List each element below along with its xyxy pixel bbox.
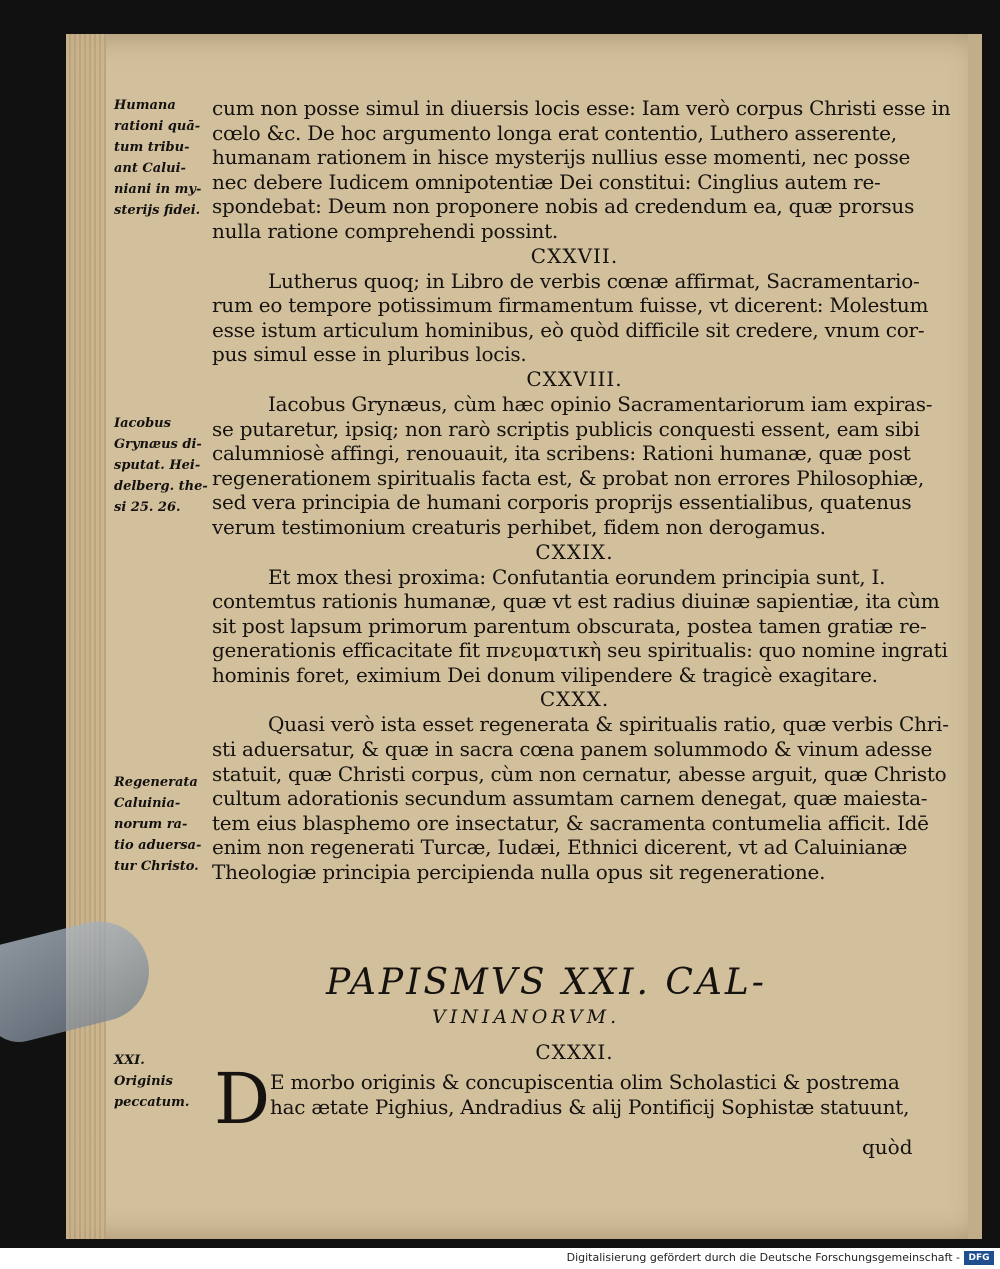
- page-edges-left: [66, 34, 106, 1239]
- margin-note-line: Iacobus: [114, 416, 171, 431]
- text-line: cum non posse simul in diuersis locis esse: Iam verò corpus Christi esse in: [212, 96, 951, 120]
- section-number: CXXXI.: [535, 1040, 614, 1064]
- margin-note-line: Regenerata: [114, 775, 198, 790]
- text-line: spondebat: Deum non proponere nobis ad credendum ea, quæ prorsus: [212, 194, 915, 219]
- margin-note-line: sterijs fidei.: [114, 203, 201, 218]
- footer-credit: Digitalisierung gefördert durch die Deutsche Forschungsgemeinschaft -: [566, 1251, 960, 1264]
- margin-note-line: tio aduersa-: [114, 838, 202, 853]
- text-line: nec debere Iudicem omnipotentiæ Dei constitui: Cinglius autem re-: [212, 169, 881, 194]
- text-line: tem eius blasphemo ore insectatur, & sacramenta contumelia afficit. Idē: [212, 810, 929, 835]
- margin-note-line: tur Christo.: [114, 859, 199, 874]
- section-number: CXXVIII.: [526, 366, 623, 391]
- margin-note-3: [114, 772, 214, 877]
- margin-note-line: Caluinia-: [114, 796, 181, 811]
- section-number: CXXIX.: [535, 539, 614, 564]
- text-line: se putaretur, ipsiq; non rarò scriptis publicis conquesti essent, eam sibi: [212, 416, 920, 441]
- margin-note-line: XXI.: [114, 1053, 145, 1068]
- text-line: Theologiæ principia percipienda nulla opus sit regeneratione.: [212, 860, 826, 885]
- text-line: generationis efficacitate fit πνευματικὴ seu spiritualis: quo nomine ingrati: [212, 638, 948, 663]
- text-line: rum eo tempore potissimum firmamentum fuisse, vt dicerent: Molestum: [212, 293, 929, 318]
- text-line: calumniosè affingi, renouauit, ita scribens: Rationi humanæ, quæ post: [212, 441, 911, 466]
- dropcap-paragraph: [270, 1070, 950, 1119]
- margin-note-line: norum ra-: [114, 817, 188, 832]
- text-line: sit post lapsum primorum parentum obscurata, postea tamen gratiæ re-: [212, 613, 927, 638]
- text-line: sed vera principia de humani corporis proprijs essentialibus, quatenus: [212, 490, 912, 515]
- margin-note-line: sputat. Hei-: [114, 458, 201, 473]
- text-line: enim non regenerati Turcæ, Iudæi, Ethnici dicerent, vt ad Caluinianæ: [212, 835, 908, 860]
- main-text: [212, 96, 951, 885]
- margin-note-line: ant Calui-: [114, 161, 186, 176]
- margin-note-1: [114, 95, 214, 221]
- heading-131-block: [212, 1040, 937, 1065]
- text-line: pus simul esse in pluribus locis.: [212, 342, 527, 367]
- margin-note-line: Humana: [114, 98, 176, 113]
- margin-note-line: si 25. 26.: [114, 500, 181, 515]
- text-line: hac ætate Pighius, Andradius & alij Pontificij Sophistæ statuunt,: [270, 1094, 910, 1119]
- text-line: humanam rationem in hisce mysterijs nullius esse momenti, nec posse: [212, 145, 911, 170]
- section-number: CXXX.: [539, 687, 610, 712]
- text-line: E morbo originis & concupiscentia olim Scholastici & postrema: [270, 1070, 900, 1094]
- margin-note-line: Grynæus di-: [114, 437, 202, 452]
- section-number: CXXVII.: [530, 243, 619, 268]
- dfg-logo: DFG: [964, 1251, 994, 1265]
- drop-cap: D: [214, 1058, 271, 1140]
- section-title: PAPISMVS XXI. CAL-: [326, 962, 767, 1003]
- text-line: Et mox thesi proxima: Confutantia eorundem principia sunt, I.: [268, 564, 886, 589]
- text-line: cultum adorationis secundum assumtam carnem denegat, quæ maiesta-: [212, 786, 928, 811]
- footer-bar: [0, 1248, 1000, 1269]
- margin-note-2: [114, 413, 214, 518]
- margin-note-line: tum tribu-: [114, 140, 190, 155]
- margin-note-4: [114, 1050, 214, 1113]
- text-line: nulla ratione comprehendi possint.: [212, 218, 558, 243]
- text-line: regenerationem spiritualis facta est, & probat non errores Philosophiæ,: [212, 465, 924, 490]
- margin-note-line: delberg. the-: [114, 479, 208, 494]
- page-edges-right: [968, 34, 982, 1239]
- text-line: hominis foret, eximium Dei donum vilipendere & tragicè exagitare.: [212, 662, 878, 687]
- catchword: quòd: [862, 1135, 913, 1159]
- text-line: statuit, quæ Christi corpus, cùm non cernatur, abesse arguit, quæ Christo: [212, 761, 947, 786]
- section-title-continued: VINIANORVM.: [432, 1006, 621, 1028]
- text-line: verum testimonium creaturis perhibet, fidem non derogamus.: [212, 514, 826, 539]
- text-line: contemtus rationis humanæ, quæ vt est radius diuinæ sapientiæ, ita cùm: [212, 589, 940, 614]
- text-line: sti aduersatur, & quæ in sacra cœna panem solummodo & vinum adesse: [212, 737, 933, 762]
- margin-note-line: peccatum.: [114, 1095, 190, 1110]
- text-line: esse istum articulum hominibus, eò quòd difficile sit credere, vnum cor-: [212, 317, 925, 342]
- text-line: Quasi verò ista esset regenerata & spiritualis ratio, quæ verbis Chri-: [268, 712, 949, 737]
- margin-note-line: rationi quā-: [114, 119, 201, 134]
- text-line: Lutherus quoq; in Libro de verbis cœnæ affirmat, Sacramentario-: [268, 268, 920, 293]
- text-line: cœlo &c. De hoc argumento longa erat contentio, Luthero asserente,: [212, 120, 897, 145]
- margin-note-line: Originis: [114, 1074, 173, 1089]
- text-line: Iacobus Grynæus, cùm hæc opinio Sacramentariorum iam expiras-: [268, 391, 933, 416]
- margin-note-line: niani in my-: [114, 182, 202, 197]
